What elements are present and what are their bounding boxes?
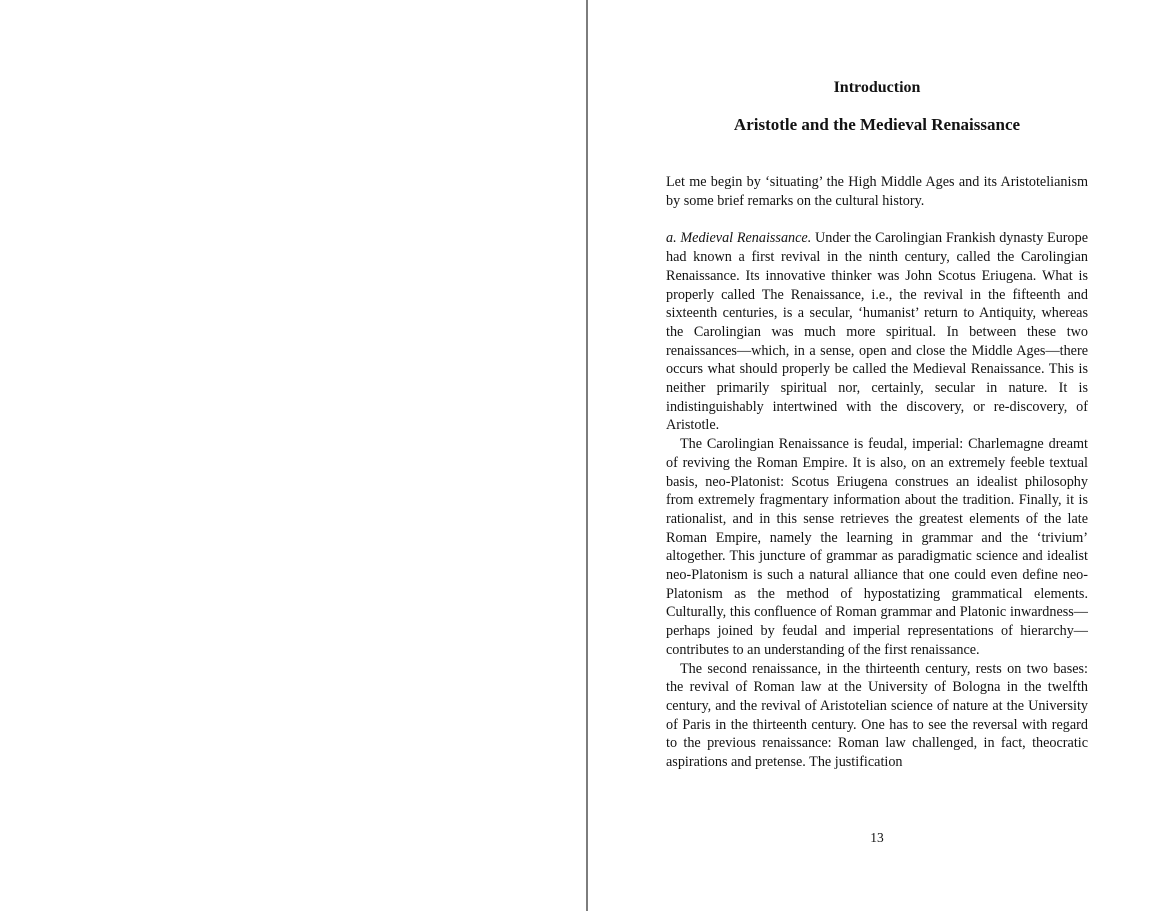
- body-paragraph-carolingian: The Carolingian Renaissance is feudal, imperial: Charlemagne dreamt of reviving the Roman Empire. It is also, on an extremely feeble textual basis, neo-Platonist: Scotus Eriugena construes an idealist philosophy from extremely fragmentary information about the tradition. Finally, it is rationalist, and in this sense retrieves the greatest elements of the late Roman Empire, namely the learning in grammar and the ‘trivium’ altogether. This juncture of grammar as paradigmatic science and idealist neo-Platonism is such a natural alliance that one could even define neo-Platonism as the method of hypostatizing grammatical elements. Culturally, this confluence of Roman grammar and Platonic inwardness—perhaps joined by feudal and imperial representations of hierarchy—contributes to an understanding of the first renaissance.: [666, 436, 1088, 658]
- page-text-block: [666, 78, 1088, 772]
- body-paragraph-medieval-renaissance: [666, 229, 1088, 435]
- page-number: 13: [870, 830, 884, 845]
- body-paragraph-second-renaissance: The second renaissance, in the thirteenth century, rests on two bases: the revival of Roman law at the University of Bologna in the twelfth century, and the revival of Aristotelian science of nature at the University of Paris in the thirteenth century. One has to see the reversal with regard to the previous renaissance: Roman law challenged, in fact, theocratic aspirations and pretense. The justification: [666, 660, 1088, 771]
- page-divider-line: [586, 0, 588, 911]
- body-copy: [666, 173, 1088, 772]
- chapter-subheading: Aristotle and the Medieval Renaissance: [733, 115, 1021, 134]
- paragraph-italic-lead: a. Medieval Renaissance.: [666, 230, 812, 247]
- body-paragraph-intro: Let me begin by ‘situating’ the High Middle Ages and its Aristotelianism by some brief remarks on the cultural history.: [666, 174, 1088, 209]
- paragraph-body-text: Under the Carolingian Frankish dynasty Europe had known a first revival in the ninth century, called the Carolingian Renaissance. Its innovative thinker was John Scotus Eriugena. What is properly called The Renaissance, i.e., the revival in the fifteenth and sixteenth centuries, is a secular, ‘humanist’ return to Antiquity, whereas the Carolingian was much more spiritual. In between these two renaissances—which, in a sense, open and close the Middle Ages—there occurs what should properly be called the Medieval Renaissance. This is neither primarily spiritual nor, certainly, secular in nature. It is indistinguishably intertwined with the discovery, or re-discovery, of Aristotle.: [666, 230, 1088, 434]
- chapter-heading: Introduction: [833, 79, 921, 96]
